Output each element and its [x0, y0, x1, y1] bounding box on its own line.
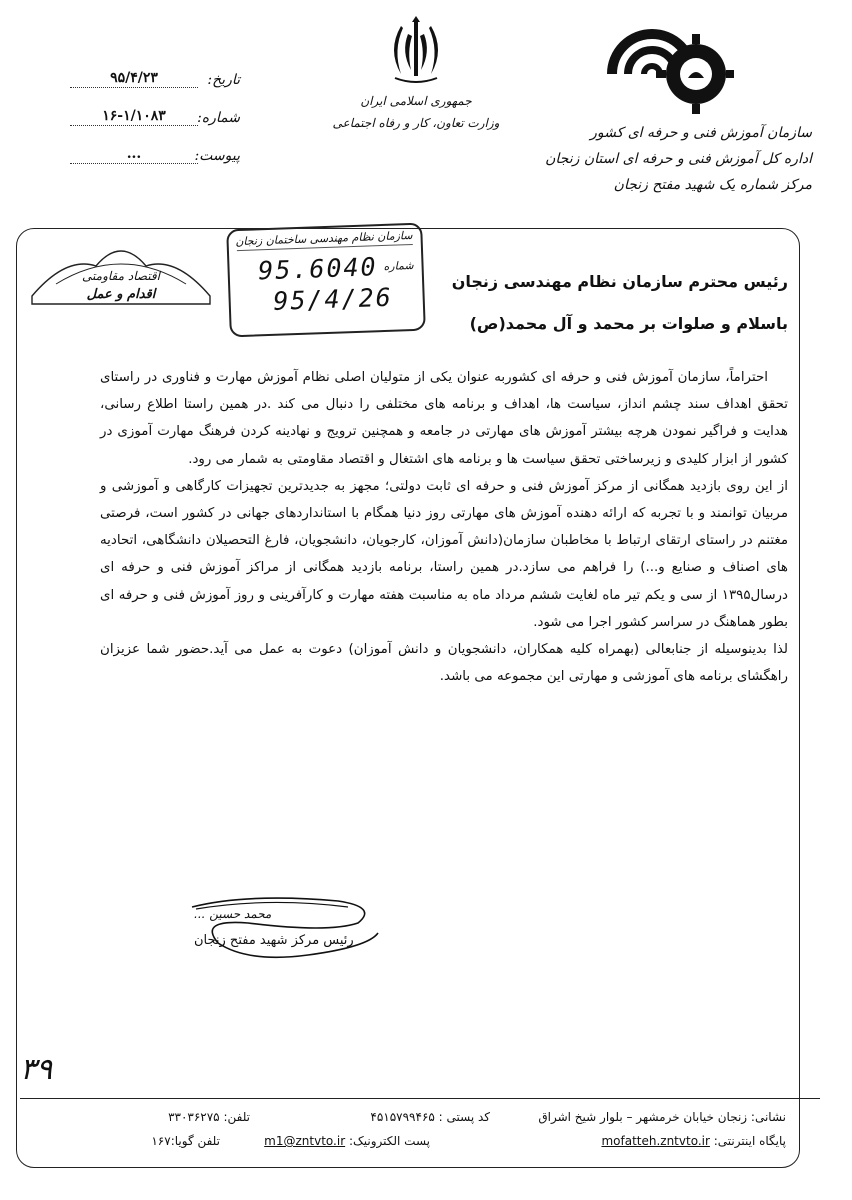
footer-divider [20, 1098, 820, 1099]
footer [30, 1104, 810, 1160]
motto-line2: اقدام و عمل [86, 287, 156, 302]
footer-email-row [264, 1134, 430, 1148]
addressee: رئیس محترم سازمان نظام مهندسی زنجان [451, 272, 788, 291]
stamp-number-value: 95.6040 [257, 252, 379, 286]
signature-scribble-icon [188, 893, 388, 963]
footer-email-label: پست الکترونیک: [348, 1134, 430, 1148]
footer-speaking-phone: تلفن گویا:۱۶۷ [151, 1134, 220, 1148]
greeting: باسلام و صلوات بر محمد و آل محمد(ص) [469, 314, 788, 333]
attachment-value: ... [70, 146, 198, 164]
date-label: تاریخ: [207, 72, 240, 88]
body-paragraph-2: از این روی بازدید همگانی از مرکز آموزش فنی و حرفه ای ثابت دولتی؛ مجهز به جدیدترین تجهیزات کارگاهی و آموزشی و مربیان توانمند و با تجربه که ارائه دهنده آموزش های مهارتی روز دنیا همگام با استانداردهای جهانی در کشور است، فرصتی مغتنم در راستای ارتقای ارتباط با مخاطبان سازمان(دانش آموزان، کارجویان، دانشجویان، فارغ التحصیلان دانشگاهی، اتحادیه های اصناف و صنایع و...) را فراهم می سازد.در همین راستا، برنامه بازدید همگانی از مراکز آموزش فنی و حرفه ای درسال۱۳۹۵ از سی و یکم تیر ماه لغایت ششم مرداد ماه به مناسبت هفته مهارت و کارآفرینی و روز آموزش فنی و حرفه ای بطور هماهنگ در سراسر کشور اجرا می شود. [100, 478, 788, 630]
organization-header [512, 28, 812, 198]
motto-stamp [26, 236, 216, 310]
number-value: ۱۶-۱/۱۰۸۳ [70, 108, 198, 126]
iran-emblem-icon [381, 16, 451, 88]
footer-website-row [601, 1134, 786, 1148]
ministry-header [316, 16, 516, 134]
org-name-line3: مرکز شماره یک شهید مفتح زنجان [613, 177, 812, 193]
stamp-org: سازمان نظام مهندسی ساختمان زنجان [236, 229, 412, 251]
org-name-line2: اداره کل آموزش فنی و حرفه ای استان زنجان [545, 151, 812, 167]
tvto-logo-icon [604, 28, 734, 120]
date-value: ۹۵/۴/۲۳ [70, 70, 198, 88]
body-paragraph-1: احتراماً، سازمان آموزش فنی و حرفه ای کشوربه عنوان یکی از متولیان اصلی نظام آموزش مهارت و فناوری در راستای تحقق اهداف سند چشم انداز، سیاست ها، اهداف و برنامه های مختلفی را دنبال می کند .در همین راستا اطلاع رسانی، هدایت و فراگیر نمودن هرچه بیشتر آموزش های مهارتی در جامعه و همچنین ترویج و نهادینه کردن فرهنگ مهارت آموزی در کشور از ابزار کلیدی و زیرساختی تحقق سیاست ها و برنامه های اشتغال و اقتصاد مقاومتی به شمار می رود. [100, 370, 788, 467]
footer-postal-code: کد پستی : ۴۵۱۵۷۹۹۴۶۵ [370, 1110, 490, 1124]
footer-website-link[interactable]: mofatteh.zntvto.ir [601, 1134, 710, 1148]
motto-line1: اقتصاد مقاومتی [82, 269, 160, 283]
page-number: ۳۹ [20, 1052, 53, 1087]
letter-meta [70, 50, 240, 164]
attachment-row [70, 126, 240, 164]
letter-body [100, 364, 788, 690]
footer-website-label: پایگاه اینترنتی: [713, 1134, 786, 1148]
body-paragraph-3: لذا بدینوسیله از جنابعالی (بهمراه کلیه همکاران، دانشجویان و دانش آموزان) دعوت به عمل می آید.حضور شما عزیزان راهگشای برنامه های آموزشی و مهارتی این مجموعه می باشد. [100, 642, 788, 685]
footer-phone: تلفن: ۳۳۰۳۶۲۷۵ [168, 1110, 250, 1124]
org-name-line1: سازمان آموزش فنی و حرفه ای کشور [590, 125, 812, 141]
number-row [70, 88, 240, 126]
signature-block [188, 893, 388, 963]
stamp-number-row [237, 251, 414, 286]
footer-email-link[interactable]: m1@zntvto.ir [264, 1134, 346, 1148]
date-row [70, 50, 240, 88]
attachment-label: پیوست: [194, 148, 240, 164]
signer-title: رئیس مرکز شهید مفتح زنجان [194, 933, 354, 948]
stamp-date-value: 95/4/26 [272, 282, 394, 316]
registration-stamp [226, 223, 426, 338]
stamp-date-row [238, 282, 415, 317]
country-name: جمهوری اسلامی ایران [360, 94, 472, 108]
number-label: شماره: [197, 110, 240, 126]
signer-name: محمد حسین ... [194, 907, 272, 921]
stamp-number-label: شماره [383, 258, 414, 273]
footer-address: نشانی: زنجان خیابان خرمشهر – بلوار شیخ اشراق [538, 1110, 786, 1124]
ministry-name: وزارت تعاون، کار و رفاه اجتماعی [332, 116, 500, 130]
